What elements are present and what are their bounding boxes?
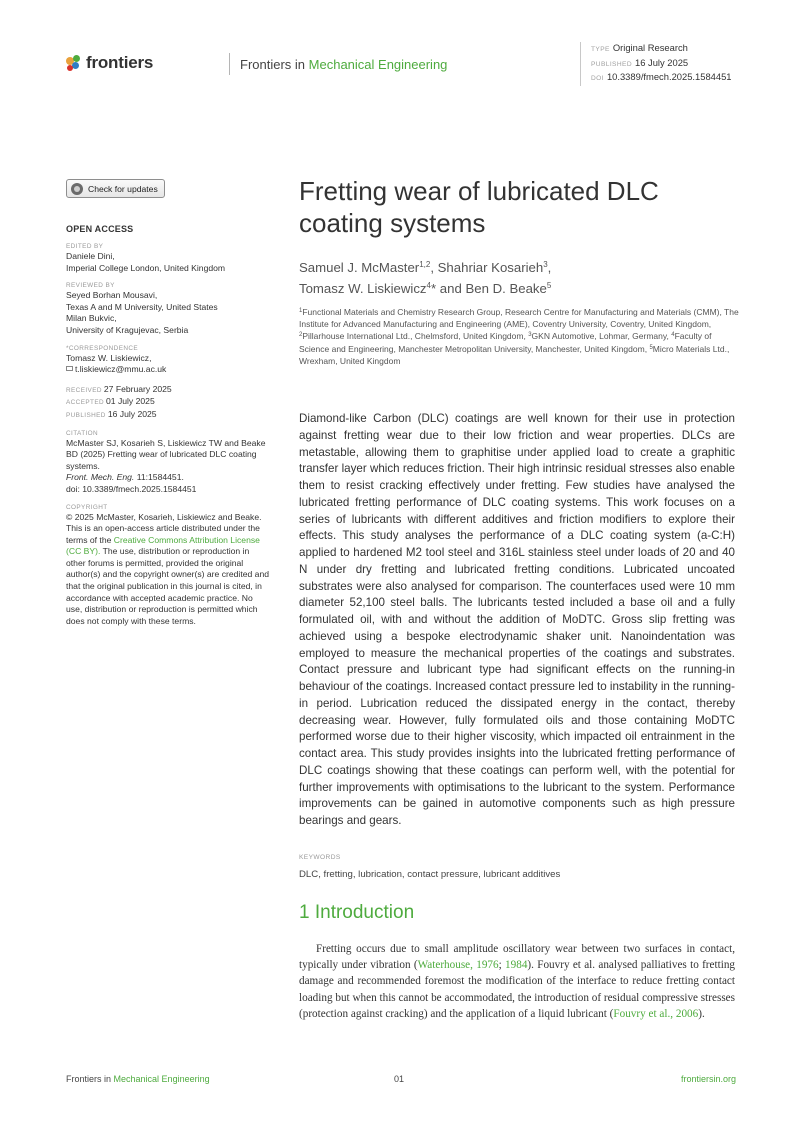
affiliations: $^1$Functional Materials and Chemistry Research Group, Research Centre for Manufacturing and Materials (CMM), The Institute for Advanced Manufacturing and Engineering (AME), Coventry University, Coventry, United Kingdom, $^2$Pillarhouse International Ltd., Chelmsford, United Kingdom, $^3$GKN Automotive, Lohmar, Germany, $^4$Faculty of Science and Engineering, Manchester Metropolitan University, Manchester, United Kingdom, $^5$Micro Materials Ltd., Wrexham, United Kingdom [299, 307, 739, 366]
reference-link[interactable]: Fouvry et al., 2006 [613, 1007, 699, 1020]
footer-journal[interactable]: Frontiers in Mechanical Engineering [66, 1074, 210, 1084]
article-type: Original Research [612, 42, 688, 53]
reference-link[interactable]: Waterhouse, 1976 [417, 959, 499, 972]
check-for-updates-button[interactable]: Check for updates [66, 179, 165, 198]
author[interactable]: Tomasz W. Liskiewicz [299, 281, 427, 296]
reviewed-by: REVIEWED BY Seyed Borhan Mousavi, Texas A and M University, United States Milan Bukvic, University of Kragujevac, Serbia [66, 282, 218, 335]
doi-link[interactable]: 10.3389/fmech.2025.1584451 [606, 71, 732, 83]
frontiers-logo[interactable] [66, 53, 153, 73]
brand-name: frontiers [86, 53, 154, 72]
footer-site-link[interactable]: frontiersin.org [680, 1074, 736, 1084]
header-divider [229, 53, 230, 75]
keywords: DLC, fretting, lubrication, contact pressure, lubricant additives [299, 869, 561, 880]
author[interactable]: Shahriar Kosarieh [437, 260, 544, 275]
keywords-label: KEYWORDS [299, 854, 341, 861]
cc-license-link[interactable]: Creative Commons Attribution License (CC BY). [66, 534, 260, 557]
reference-link[interactable]: 1984 [505, 959, 528, 972]
open-access-label: OPEN ACCESS [66, 224, 134, 234]
article-meta: TYPE Original Research PUBLISHED 16 July 2025 DOI 10.3389/fmech.2025.1584451 [580, 42, 732, 86]
dates: RECEIVED 27 February 2025 ACCEPTED 01 July 2025 PUBLISHED 16 July 2025 [66, 383, 172, 419]
frontiers-logo-icon [66, 53, 82, 73]
correspondence: *CORRESPONDENCE Tomasz W. Liskiewicz, t.liskiewicz@mmu.ac.uk [66, 344, 167, 375]
mail-icon [66, 366, 73, 371]
page-header [66, 42, 736, 84]
author[interactable]: Ben D. Beake [465, 281, 547, 296]
page-number: 01 [394, 1074, 405, 1084]
author[interactable]: Samuel J. McMaster [299, 260, 420, 275]
abstract: Diamond-like Carbon (DLC) coatings are well known for their use in protection against fretting wear due to their low friction and wear properties. DLCs are metastable, allowing them to graphitise under applied load to create a graphitic transfer layer which reduces friction. Their high intrinsic residual stresses also enable them to resist cracking effectively under fretting. Few studies have analysed the lubricated fretting performance of DLC coating systems. This work focuses on a series of lubricants with different additives and friction modifiers to explore their effects. This study analyses the performance of a DLC coating system (a-C:H) applied to hardened M2 tool steel and 316L stainless steel under loads of 20 and 40 N under dry fretting and lubricated fretting conditions. Lubricated uncoated substrates were also analysed for comparison. The counterfaces used were 10 mm diameter 52,100 steel balls. The lubricants tested included a base oil and a fully formulated oil, with and without the addition of MoDTC. Gross slip fretting was achieved using a bespoke electrodynamic shaker unit. Nanoindentation was employed to measure the mechanical properties of the coatings and substrates. Contact pressure and lubricant type had significant effects on the running-in behaviour of the coatings. Increased contact pressure led to instability in the running-in period. Lubrication reduced the dissipated energy in the contact, thereby decreasing wear. However, fully formulated oils and those containing MoDTC performed worse due to their higher viscosity, which impacted oil entrainment in the contact area. This study provides insights into the lubricated fretting performance of DLC coatings showing that these coatings can perform well, with the potential for further improvements with optimisations to the lubricant to the system. Performance improvements can be gained in automotive components such as high pressure bearings and gears. [299, 412, 735, 827]
citation-doi[interactable]: doi: 10.3389/fmech.2025.1584451 [66, 483, 197, 494]
introduction-paragraph: Fretting occurs due to small amplitude oscillatory wear between two surfaces in contact, typically under vibration (Waterhouse, 1976; 1984). Fouvry et al. analysed palliatives to fretting damage and recommended foremost the modification of the interface to reduce fretting contact loading but when this cannot be accommodated, the introduction of residual compressive stresses (protection against cracking) and the application of a liquid lubricant (Fouvry et al., 2006). [299, 943, 736, 1020]
section-heading-introduction: 1 Introduction [299, 902, 415, 923]
copyright: COPYRIGHT © 2025 McMaster, Kosarieh, Liskiewicz and Beake. This is an open-access article distributed under the terms of the Creative Commons Attribution License (CC BY). The use, distribution or reproduction in other forums is permitted, provided the original author(s) and the copyright owner(s) are credited and that the original publication in this journal is cited, in accordance with accepted academic practice. No use, distribution or reproduction is permitted which does not comply with these terms. [66, 503, 270, 626]
published-date: 16 July 2025 [634, 56, 689, 68]
email-link[interactable]: t.liskiewicz@mmu.ac.uk [75, 364, 167, 375]
author-list: Samuel J. McMaster$^{1,2}$, Shahriar Kosarieh$^3$, Tomasz W. Liskiewicz$^4$* and Ben D. Beake$^5$ [299, 260, 552, 296]
sidebar [66, 179, 270, 635]
citation: CITATION McMaster SJ, Kosarieh S, Liskiewicz TW and Beake BD (2025) Fretting wear of lubricated DLC coating systems. Front. Mech. Eng. 11:1584451. doi: 10.3389/fmech.2025.1584451 [66, 430, 270, 496]
crossmark-icon [71, 183, 83, 195]
journal-name[interactable]: Frontiers in Mechanical Engineering [240, 57, 448, 72]
article-title: Fretting wear of lubricated DLC coating systems [299, 176, 659, 238]
edited-by: EDITED BY Daniele Dini, Imperial College London, United Kingdom [66, 243, 226, 273]
